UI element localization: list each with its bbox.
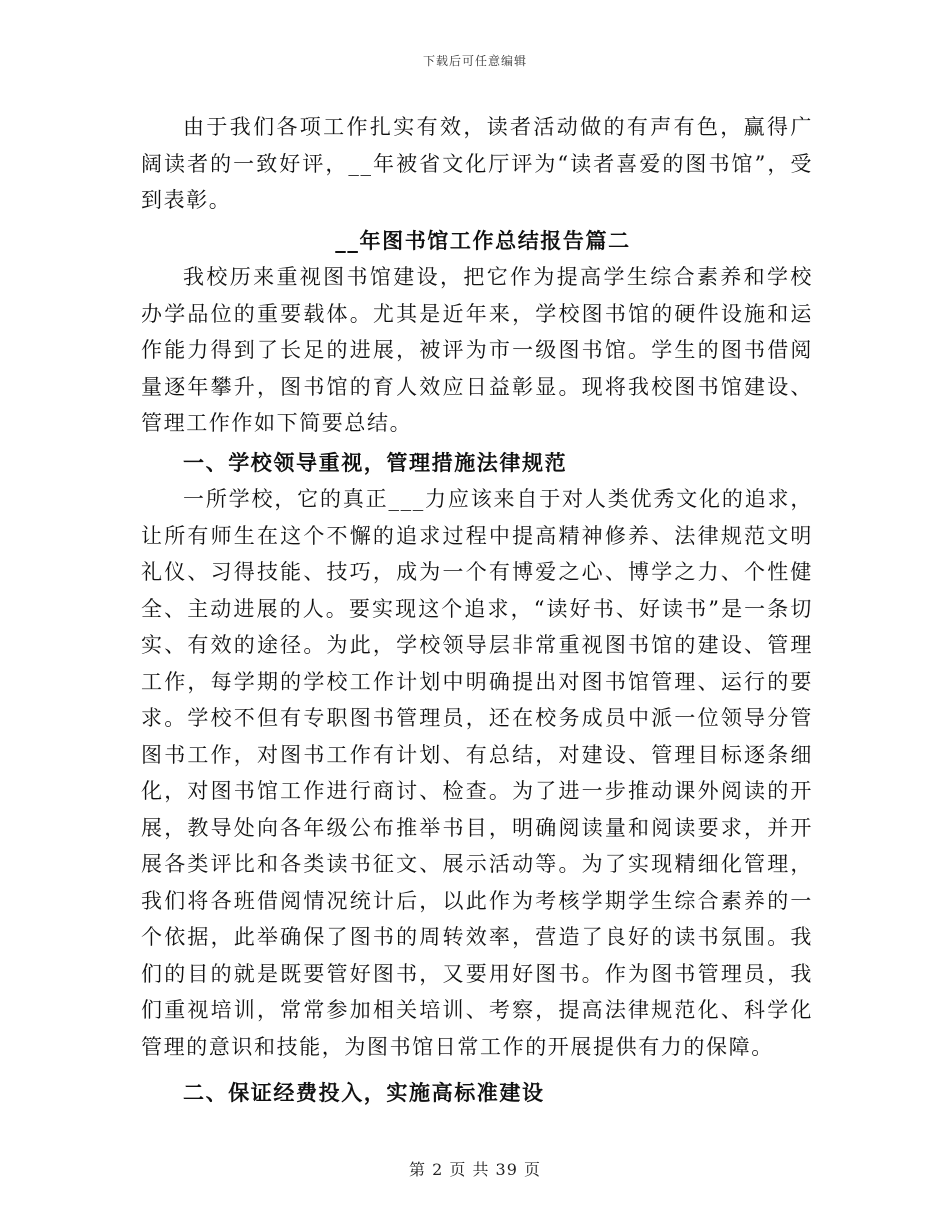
document-body xyxy=(141,109,813,1112)
paragraph-3: 一所学校，它的真正___力应该来自于对人类优秀文化的追求，让所有师生在这个不懈的追求过程中提高精神修养、法律规范文明礼仪、习得技能、技巧，成为一个有博爱之心、博学之力、个性健全、主动进展的人。要实现这个追求，“读好书、好读书”是一条切实、有效的途径。为此，学校领导层非常重视图书馆的建设、管理工作，每学期的学校工作计划中明确提出对图书馆管理、运行的要求。学校不但有专职图书管理员，还在校务成员中派一位领导分管图书工作，对图书工作有计划、有总结，对建设、管理目标逐条细化，对图书馆工作进行商讨、检查。为了进一步推动课外阅读的开展，教导处向各年级公布推举书目，明确阅读量和阅读要求，并开展各类评比和各类读书征文、展示活动等。为了实现精细化管理，我们将各班借阅情况统计后，以此作为考核学期学生综合素养的一个依据，此举确保了图书的周转效率，营造了良好的读书氛围。我们的目的就是既要管好图书，又要用好图书。作为图书管理员，我们重视培训，常常参加相关培训、考察，提高法律规范化、科学化管理的意识和技能，为图书馆日常工作的开展提供有力的保障。 xyxy=(141,487,813,1059)
heading-1: 一、学校领导重视，管理措施法律规范 xyxy=(183,449,568,475)
section-title: __年图书馆工作总结报告篇二 xyxy=(335,227,631,253)
page-number: 第 2 页 共 39 页 xyxy=(409,1160,541,1179)
paragraph-1: 由于我们各项工作扎实有效，读者活动做的有声有色，赢得广阔读者的一致好评，__年被省文化厅评为“读者喜爱的图书馆”，受到表彰。 xyxy=(141,115,813,212)
paragraph-2: 我校历来重视图书馆建设，把它作为提高学生综合素养和学校办学品位的重要载体。尤其是近年来，学校图书馆的硬件设施和运作能力得到了长足的进展，被评为市一级图书馆。学生的图书借阅量逐年攀升，图书馆的育人效应日益彰显。现将我校图书馆建设、管理工作作如下简要总结。 xyxy=(141,265,813,435)
page-header-note: 下载后可任意编辑 xyxy=(422,54,527,68)
heading-2: 二、保证经费投入，实施高标准建设 xyxy=(183,1080,545,1105)
